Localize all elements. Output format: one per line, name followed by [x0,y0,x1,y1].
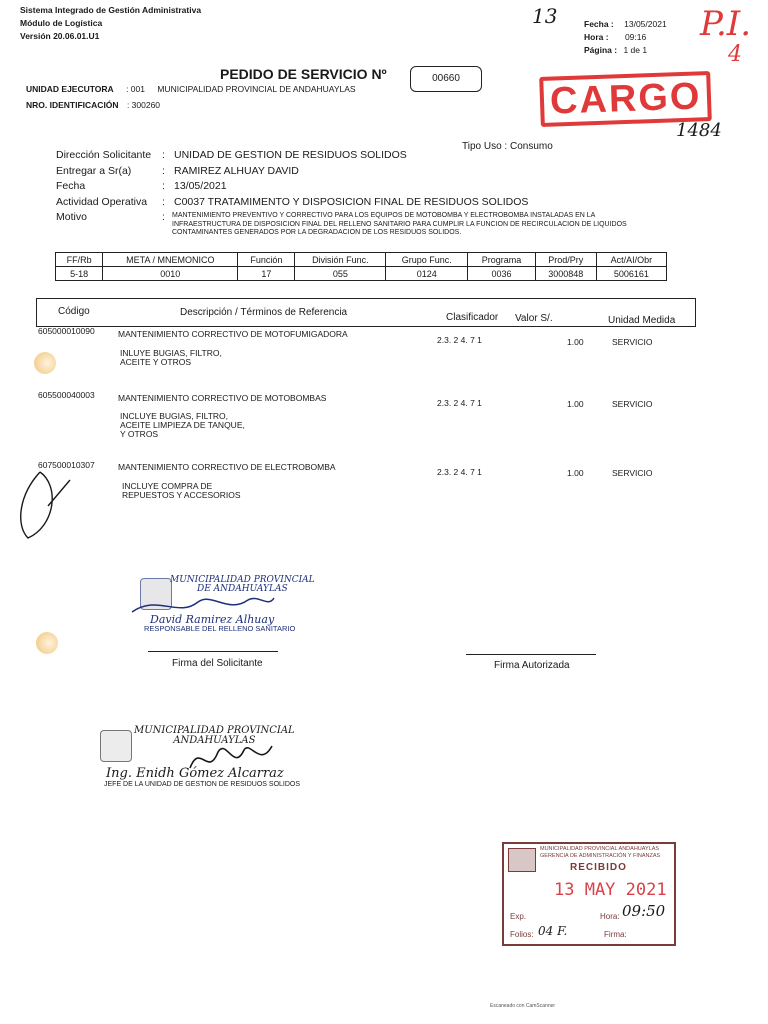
field-value: C0037 TRATAMIMENTO Y DISPOSICION FINAL DE RESIDUOS SOLIDOS [174,195,529,208]
scanner-footer: Escaneado con CamScanner [490,1003,556,1009]
item-clasificador: 2.3. 2 4. 7 1 [437,335,482,345]
motivo-line: INFRAESTRUCTURA DE DISPOSICION FINAL DEL RELLENO SANITARIO PARA CUMPLIR LA FUNCION DE RECIRCULACION DE LIQUIDOS [172,220,627,228]
budget-value-cell: 0124 [386,267,468,281]
budget-header-cell: División Func. [295,253,386,267]
stamp-folios-value: 04 F. [538,924,568,938]
col-codigo: Código [58,306,90,317]
system-name: Sistema Integrado de Gestión Administrativa [20,5,202,15]
stamp-date: 13 MAY 2021 [554,880,667,900]
nro-identificacion [26,100,160,110]
document-title: PEDIDO DE SERVICIO Nº [220,66,387,82]
field-entregar: Entregar a Sr(a) : RAMIREZ ALHUAY DAVID [56,164,528,180]
budget-value-cell: 3000848 [535,267,596,281]
stamp-hora-value: 09:50 [622,902,666,920]
module-name: Módulo de Logística [20,18,103,28]
item-code: 605500040003 [38,390,95,400]
unidad-label: UNIDAD EJECUTORA [26,84,114,94]
budget-header-row [56,253,667,267]
col-valor: Valor S/. [515,313,553,324]
budget-header-cell: META / MNEMONICO [103,253,238,267]
item-detail [120,412,245,439]
fecha-value: 13/05/2021 [624,19,667,29]
pagina-value: 1 de 1 [623,45,648,55]
sig1-name: David Ramirez Alhuay [150,613,275,626]
sig2-org-line: MUNICIPALIDAD PROVINCIAL [134,725,295,736]
stamp-shield-icon [508,848,536,872]
items-right-rule [695,298,696,326]
budget-header-cell: Prod/Pry [535,253,596,267]
field-label: Entregar a Sr(a) [56,164,132,177]
hora-label: Hora : [584,32,609,42]
budget-header-cell: Act/AI/Obr [596,253,666,267]
field-label: Motivo [56,211,87,223]
budget-value-cell: 0036 [468,267,535,281]
budget-table [55,252,667,281]
sig2-role: JEFE DE LA UNIDAD DE GESTION DE RESIDUOS SOLIDOS [104,781,301,788]
stamp-firma-label: Firma: [604,930,627,939]
field-label: Fecha [56,180,86,192]
item-detail-line: Y OTROS [120,429,159,439]
budget-value-cell: 17 [238,267,295,281]
item-detail-line: INCLUYE BUGIAS, FILTRO, [120,411,229,421]
field-value: RAMIREZ ALHUAY DAVID [174,164,299,177]
item-detail-line: ACEITE LIMPIEZA DE TANQUE, [120,420,245,430]
item-detail-line: REPUESTOS Y ACCESORIOS [122,490,241,500]
field-label: Actividad Operativa [56,195,148,208]
sig1-role: RESPONSABLE DEL RELLENO SANITARIO [144,624,296,633]
sig2-name: Ing. Enidh Gómez Alcarraz [106,766,284,781]
item-detail-line: INCLUYE COMPRA DE [122,481,213,491]
budget-header-cell: Grupo Func. [386,253,468,267]
item-description: MANTENIMIENTO CORRECTIVO DE ELECTROBOMBA [118,462,336,472]
unidad-ejecutora [26,84,356,94]
items-left-rule [36,298,37,326]
motivo-text [172,212,627,238]
stamp-line: MUNICIPALIDAD PROVINCIAL ANDAHUAYLAS [540,846,660,852]
field-direccion: Dirección Solicitante : UNIDAD DE GESTION DE RESIDUOS SOLIDOS [56,148,528,164]
item-description: MANTENIMIENTO CORRECTIVO DE MOTOFUMIGADORA [118,329,348,339]
firma-autorizada-line [466,654,596,655]
handwritten-cargo-number: 1484 [676,120,722,141]
field-label: Dirección Solicitante [56,149,152,161]
item-code: 605000010090 [38,326,95,336]
municipal-shield-icon [100,730,132,762]
budget-header-cell: FF/Rb [56,253,103,267]
motivo-line: MANTENIMIENTO PREVENTIVO Y CORRECTIVO PARA LOS EQUIPOS DE MOTOBOMBA Y ELECTROBOMBA INSTALADAS EN LA [172,212,596,219]
nro-value: : 300260 [126,100,161,110]
budget-value-row [56,267,667,281]
hora-value: 09:16 [624,32,647,42]
col-descripcion: Descripción / Términos de Referencia [180,307,348,318]
item-detail-line: INLUYE BUGIAS, FILTRO, [120,348,222,358]
item-clasificador: 2.3. 2 4. 7 1 [437,398,482,408]
item-valor: 1.00 [567,468,584,478]
budget-value-cell: 0010 [103,267,238,281]
punch-hole [36,632,58,654]
field-actividad: Actividad Operativa : C0037 TRATAMIMENTO Y DISPOSICION FINAL DE RESIDUOS SOLIDOS [56,195,528,211]
budget-value-cell: 5006161 [596,267,666,281]
handwritten-page-number: 13 [532,4,558,28]
firma-solicitante-label: Firma del Solicitante [172,658,263,669]
stamp-org [540,846,660,860]
sig1-org-line: MUNICIPALIDAD PROVINCIAL [170,575,315,585]
unidad-code: : 001 [126,84,145,94]
sig1-org-line: DE ANDAHUAYLAS [197,584,288,594]
unidad-name: MUNICIPALIDAD PROVINCIAL DE ANDAHUAYLAS [157,84,356,94]
item-valor: 1.00 [567,337,584,347]
budget-header-cell: Programa [468,253,535,267]
motivo-line: CONTAMINANTES GENERADOS POR LA DEGRADACION DE LOS RESIDUOS SOLIDOS. [172,229,462,236]
firma-solicitante-line [148,651,278,652]
item-detail-line: ACEITE Y OTROS [120,357,192,367]
items-header-rule [36,326,696,327]
stamp-line: GERENCIA DE ADMINISTRACIÓN Y FINANZAS [540,853,661,859]
budget-value-cell: 5-18 [56,267,103,281]
system-header [20,4,201,43]
budget-value-cell: 055 [295,267,386,281]
item-detail [120,349,222,367]
handwritten-pi: P.I. [700,4,752,44]
item-valor: 1.00 [567,399,584,409]
order-number-box: 00660 [410,66,482,92]
field-value: UNIDAD DE GESTION DE RESIDUOS SOLIDOS [174,149,407,161]
punch-hole [34,352,56,374]
version: Versión 20.06.01.U1 [20,31,100,41]
handwritten-margin-mark [10,466,74,544]
col-clasificador: Clasificador [446,312,499,323]
stamp-title: RECIBIDO [570,862,627,873]
fecha-label: Fecha : [584,19,614,29]
item-description: MANTENIMIENTO CORRECTIVO DE MOTOBOMBAS [118,393,327,403]
item-detail [122,482,241,500]
meta-block [584,18,667,57]
sig2-org-line: ANDAHUAYLAS [173,735,256,746]
field-value: 13/05/2021 [174,180,227,192]
field-motivo: Motivo : [56,210,528,226]
items-top-rule [36,298,696,299]
field-fecha: Fecha : 13/05/2021 [56,179,528,195]
cargo-stamp: CARGO [539,71,712,127]
tipo-uso: Tipo Uso : Consumo [462,141,553,152]
pagina-label: Página : [584,45,618,55]
col-unidad: Unidad Medida [608,315,676,326]
item-unidad: SERVICIO [612,337,653,347]
stamp-exp-label: Exp. [510,912,527,921]
item-unidad: SERVICIO [612,468,653,478]
received-stamp [502,842,676,946]
item-unidad: SERVICIO [612,399,653,409]
handwritten-four: 4 [728,42,742,67]
stamp-hora-label: Hora: [600,912,620,921]
item-code: 607500010307 [38,460,95,470]
item-clasificador: 2.3. 2 4. 7 1 [437,467,482,477]
nro-label: NRO. IDENTIFICACIÓN [26,100,119,110]
budget-header-cell: Función [238,253,295,267]
stamp-folios-label: Folios: [510,930,534,939]
firma-autorizada-label: Firma Autorizada [494,660,570,671]
